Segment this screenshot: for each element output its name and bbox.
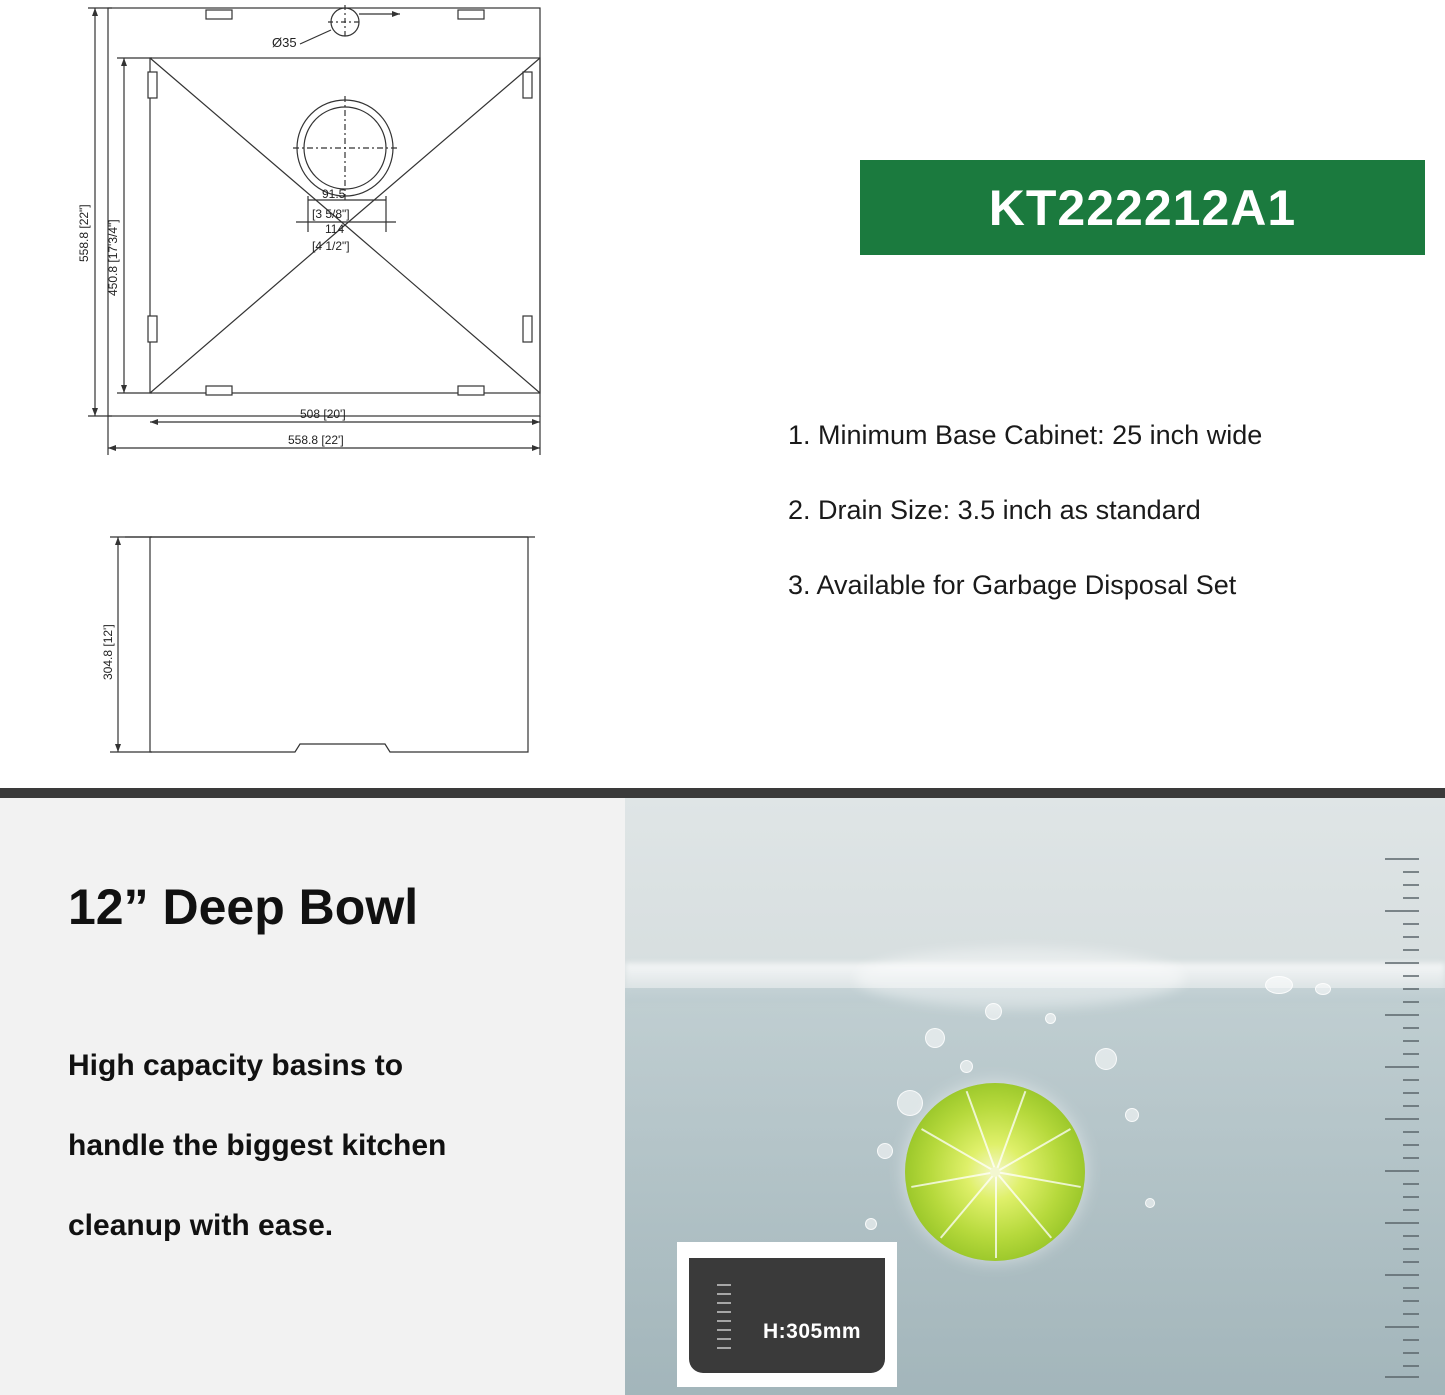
- technical-drawings: [0, 0, 720, 788]
- drain-offset-2: 114: [325, 222, 345, 236]
- depth-label: 304.8 [12']: [101, 624, 115, 680]
- depth-callout-label: H:305mm: [763, 1320, 862, 1343]
- splash-foam: [855, 948, 1185, 1008]
- spec-note-2: 2. Drain Size: 3.5 inch as standard: [788, 495, 1201, 525]
- bubble: [877, 1143, 893, 1159]
- scale-bar-icon: [717, 1284, 731, 1351]
- drain-offset-1: 91.5: [322, 187, 346, 201]
- drain-offset-1-in: [3 5/8"]: [312, 207, 350, 221]
- bubble: [1095, 1048, 1117, 1070]
- bubble: [1265, 976, 1293, 994]
- depth-callout: [677, 1242, 897, 1387]
- height-inner-label: 450.8 [17'3/4"]: [106, 219, 120, 296]
- width-outer-label: 558.8 [22']: [288, 433, 344, 447]
- drain-offset-2-in: [4 1/2"]: [312, 239, 350, 253]
- ruler-scale: [1379, 858, 1419, 1378]
- bubble: [865, 1218, 877, 1230]
- spec-notes-list: [788, 420, 1445, 645]
- feature-description-line-3: cleanup with ease.: [68, 1209, 334, 1242]
- feature-section: [0, 798, 1445, 1395]
- width-inner-label: 508 [20']: [300, 407, 346, 421]
- sink-dimension-drawing: [0, 0, 720, 788]
- bubble: [897, 1090, 923, 1116]
- height-outer-label: 558.8 [22"]: [77, 204, 91, 262]
- spec-note-3: 3. Available for Garbage Disposal Set: [788, 570, 1237, 600]
- bubble: [960, 1060, 973, 1073]
- lime-slice: [905, 1083, 1085, 1261]
- feature-description-line-2: handle the biggest kitchen: [68, 1129, 447, 1162]
- spec-note-1: 1. Minimum Base Cabinet: 25 inch wide: [788, 420, 1263, 450]
- section-divider: [0, 788, 1445, 798]
- bubble: [1045, 1013, 1056, 1024]
- feature-title: 12” Deep Bowl: [68, 879, 419, 935]
- bubble: [925, 1028, 945, 1048]
- water-splash-photo: [625, 798, 1445, 1395]
- basin-icon: [689, 1258, 885, 1373]
- feature-text-panel: [0, 798, 625, 1395]
- model-banner: [860, 160, 1425, 255]
- feature-description: [68, 1026, 598, 1266]
- feature-description-line-1: High capacity basins to: [68, 1049, 404, 1082]
- bubble: [1125, 1108, 1139, 1122]
- bubble: [1145, 1198, 1155, 1208]
- hole-diameter-label: Ø35: [272, 35, 297, 50]
- bubble: [1315, 983, 1331, 995]
- product-info-column: [760, 0, 1445, 788]
- model-code: KT222212A1: [988, 179, 1297, 236]
